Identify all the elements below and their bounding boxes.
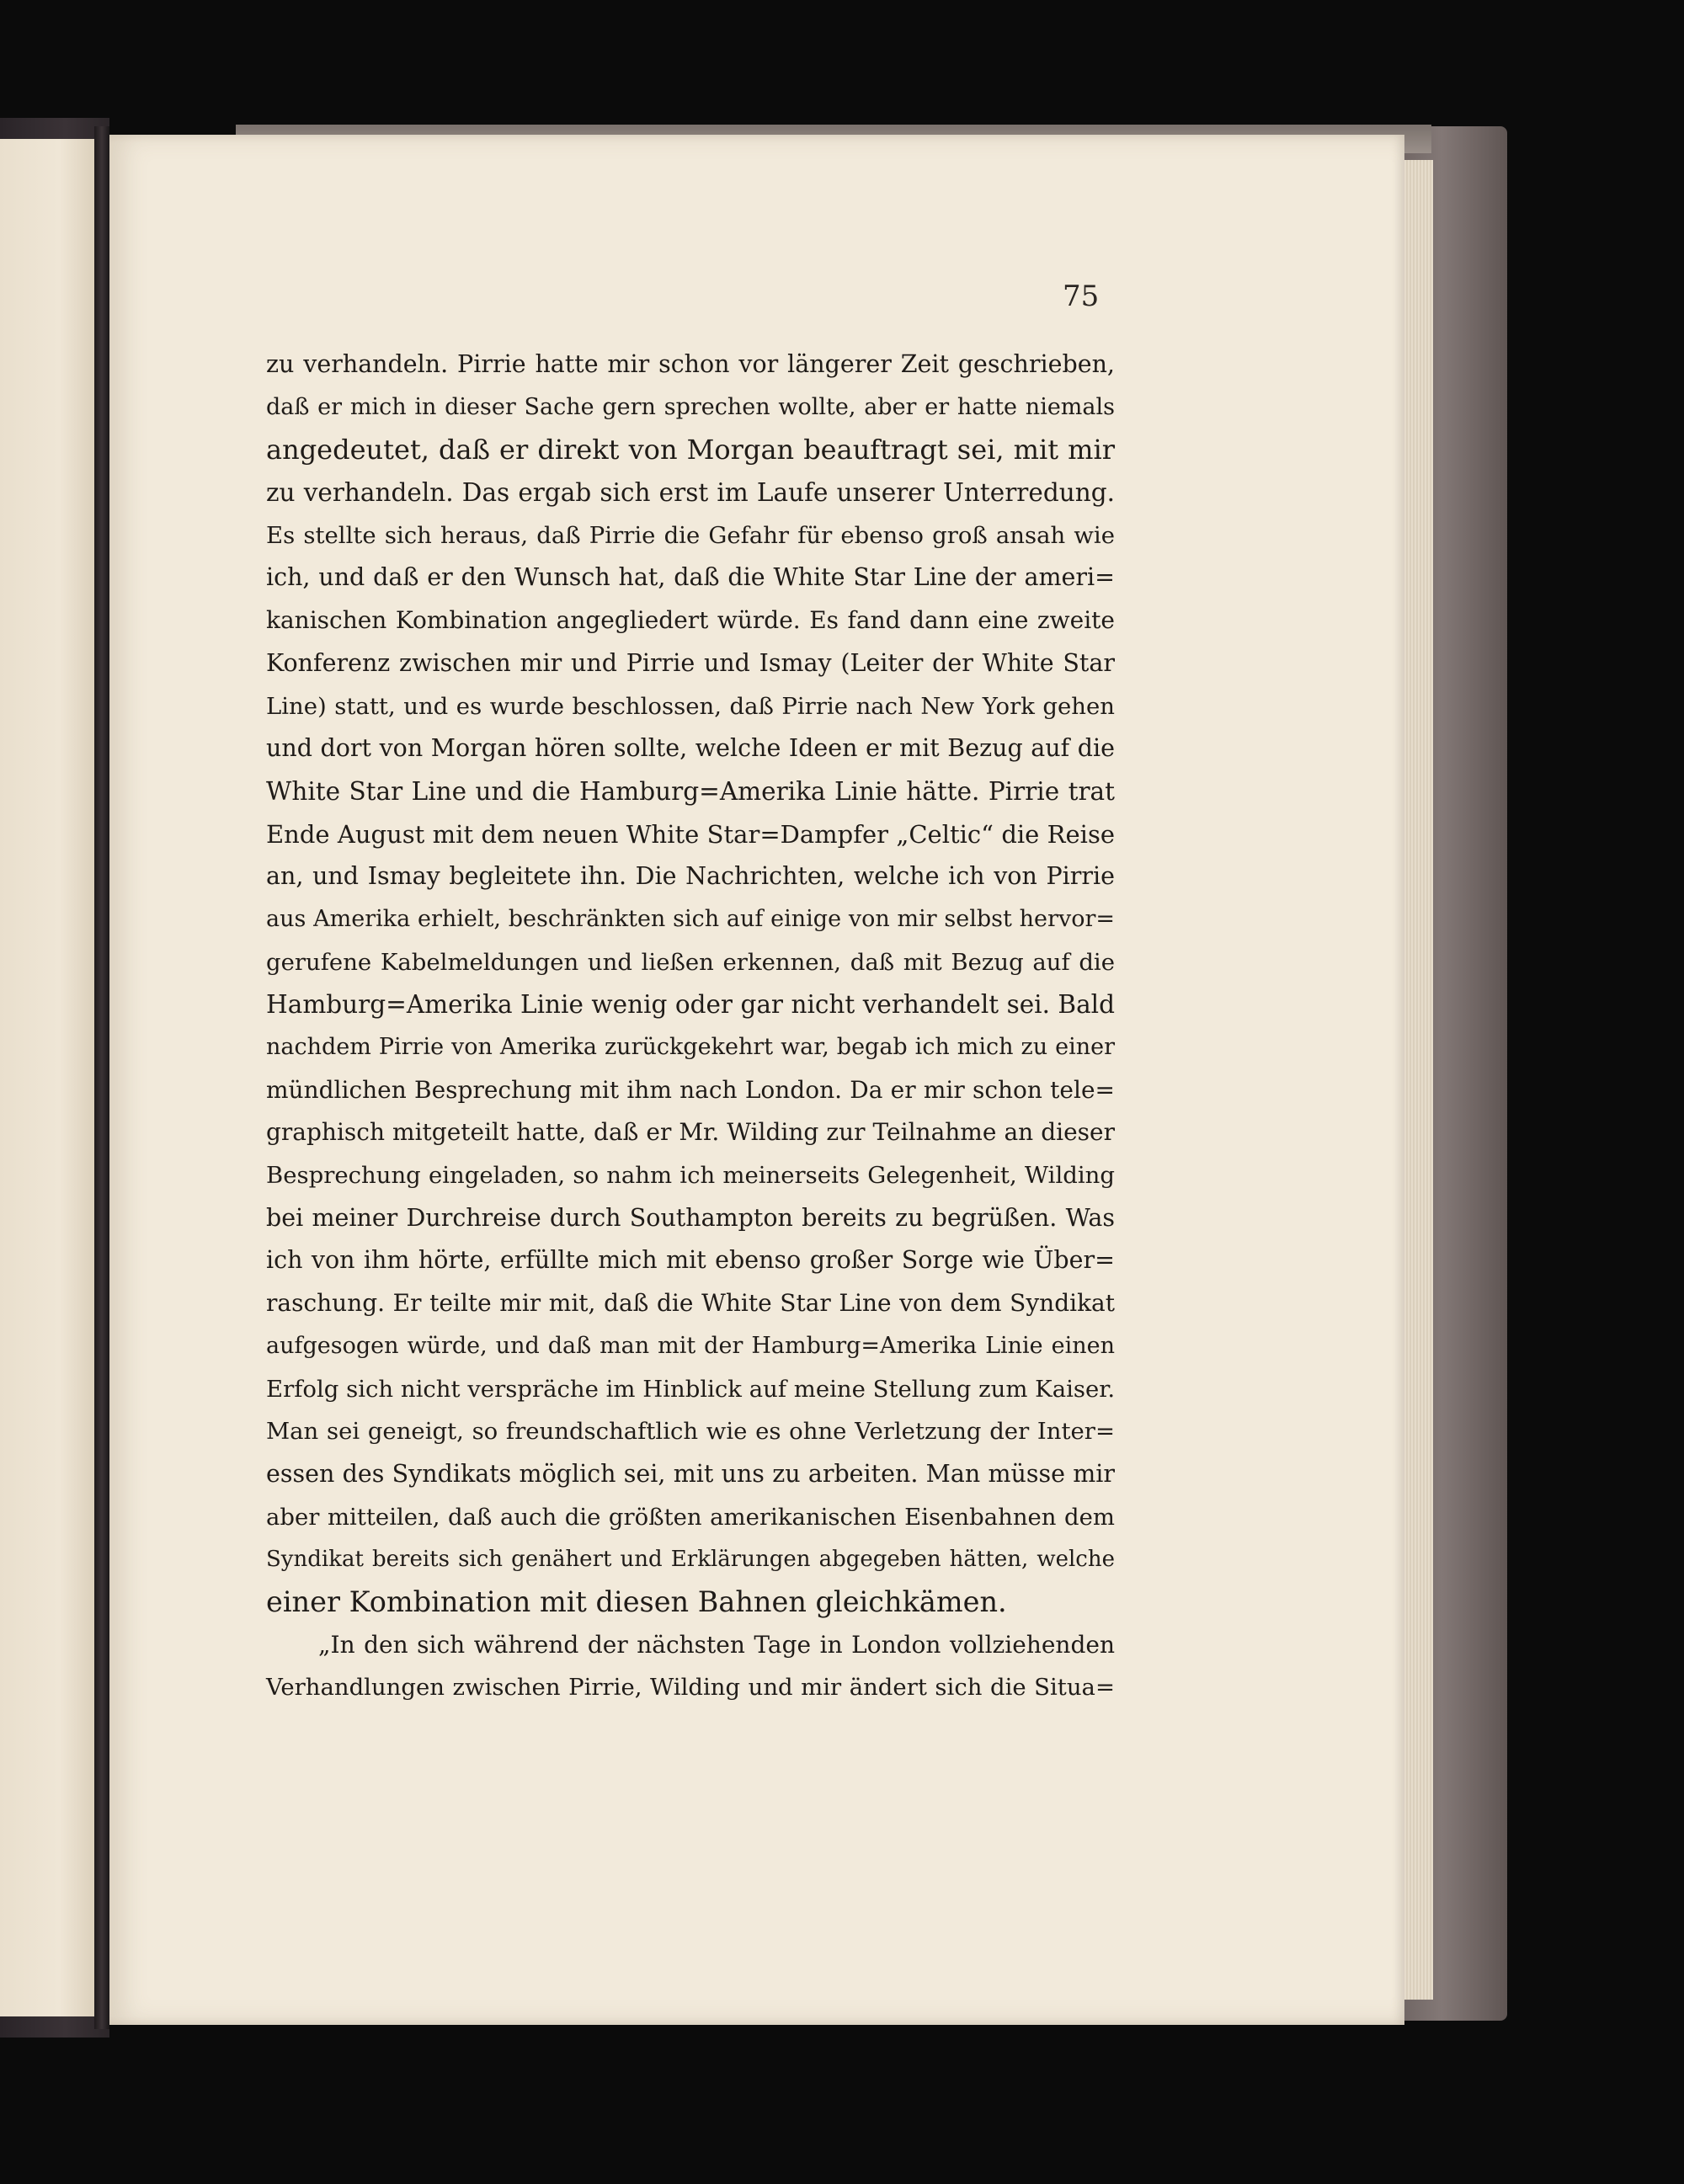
text-line: aufgesogen würde, und daß man mit der Hamburg=Amerika Linie einen: [266, 1332, 1115, 1359]
text-line: Erfolg sich nicht verspräche im Hinblick auf meine Stellung zum Kaiser.: [266, 1375, 1116, 1403]
text-line: angedeutet, daß er direkt von Morgan beauftragt sei, mit mir: [266, 434, 1115, 466]
text-line: nachdem Pirrie von Amerika zurückgekehrt war, begab ich mich zu einer: [266, 1034, 1115, 1060]
text-line: und dort von Morgan hören sollte, welche Ideen er mit Bezug auf die: [266, 734, 1115, 763]
previous-page-edge: [0, 139, 99, 2016]
text-line: Line) statt, und es wurde beschlossen, daß Pirrie nach New York gehen: [266, 692, 1115, 720]
text-line: White Star Line und die Hamburg=Amerika Linie hätte. Pirrie trat: [266, 776, 1115, 806]
text-line: zu verhandeln. Das ergab sich erst im Laufe unserer Unterredung.: [266, 478, 1115, 508]
text-line: Besprechung eingeladen, so nahm ich meinerseits Gelegenheit, Wilding: [266, 1162, 1115, 1190]
text-line: Syndikat bereits sich genähert und Erklärungen abgegeben hätten, welche: [266, 1547, 1115, 1573]
book-gutter: [94, 126, 109, 2029]
text-line: Ende August mit dem neuen White Star=Dampfer „Celtic“ die Reise: [266, 819, 1115, 849]
text-line: Verhandlungen zwischen Pirrie, Wilding und mir ändert sich die Situa=: [266, 1674, 1115, 1702]
text-line: daß er mich in dieser Sache gern sprechen wollte, aber er hatte niemals: [266, 393, 1115, 420]
text-line: Konferenz zwischen mir und Pirrie und Ismay (Leiter der White Star: [266, 648, 1115, 677]
text-line: ich von ihm hörte, erfüllte mich mit ebenso großer Sorge wie Über=: [266, 1246, 1115, 1275]
text-line: raschung. Er teilte mir mit, daß die White Star Line von dem Syndikat: [266, 1289, 1115, 1318]
text-line: gerufene Kabelmeldungen und ließen erkennen, daß mit Bezug auf die: [266, 948, 1115, 976]
text-line: an, und Ismay begleitete ihn. Die Nachrichten, welche ich von Pirrie: [266, 862, 1115, 891]
text-line: essen des Syndikats möglich sei, mit uns zu arbeiten. Man müsse mir: [266, 1459, 1115, 1488]
text-line: mündlichen Besprechung mit ihm nach London. Da er mir schon tele=: [266, 1075, 1115, 1104]
text-line: kanischen Kombination angegliedert würde. Es fand dann eine zweite: [266, 606, 1115, 635]
text-line: einer Kombination mit diesen Bahnen gleichkämen.: [266, 1585, 1007, 1618]
text-line: „In den sich während der nächsten Tage in London vollziehenden: [318, 1630, 1115, 1659]
text-line: aus Amerika erhielt, beschränkten sich auf einige von mir selbst hervor=: [266, 905, 1115, 932]
text-line: aber mitteilen, daß auch die größten amerikanischen Eisenbahnen dem: [266, 1503, 1115, 1531]
text-line: bei meiner Durchreise durch Southampton bereits zu begrüßen. Was: [266, 1203, 1115, 1232]
text-line: zu verhandeln. Pirrie hatte mir schon vor längerer Zeit geschrieben,: [266, 350, 1115, 378]
text-line: ich, und daß er den Wunsch hat, daß die White Star Line der ameri=: [266, 563, 1115, 592]
page-number: 75: [1063, 280, 1100, 313]
text-line: Man sei geneigt, so freundschaftlich wie es ohne Verletzung der Inter=: [266, 1418, 1115, 1446]
text-line: Hamburg=Amerika Linie wenig oder gar nicht verhandelt sei. Bald: [266, 990, 1115, 1020]
body-text: [266, 344, 1115, 1709]
text-line: graphisch mitgeteilt hatte, daß er Mr. Wilding zur Teilnahme an dieser: [266, 1118, 1115, 1147]
text-line: Es stellte sich heraus, daß Pirrie die Gefahr für ebenso groß ansah wie: [266, 521, 1115, 549]
